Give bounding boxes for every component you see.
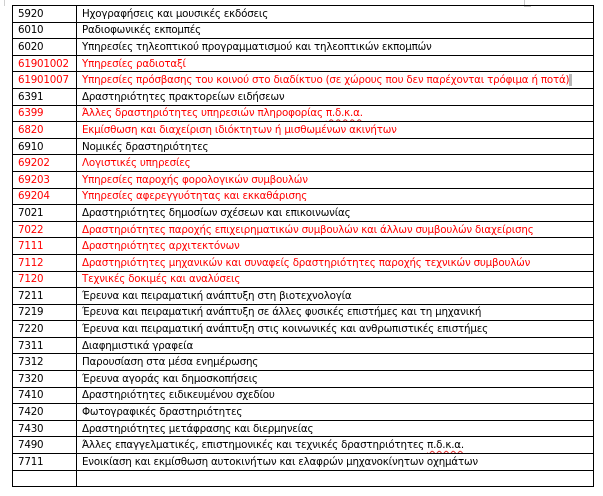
activity-description <box>77 271 594 288</box>
activity-code: 5920 <box>13 6 77 23</box>
description-text: Διαφημιστικά γραφεία <box>82 339 194 352</box>
description-text: Τεχνικές δοκιμές και αναλύσεις <box>82 273 241 286</box>
activity-code: 7112 <box>13 254 77 271</box>
activity-code: 69202 <box>13 155 77 172</box>
activity-description <box>77 321 594 338</box>
spellcheck-abbreviation: π.δ.κ.α. <box>325 107 363 120</box>
table-row <box>13 354 594 371</box>
description-text: Έρευνα αγοράς και δημοσκοπήσεις <box>82 372 258 385</box>
activity-description <box>77 122 594 139</box>
activity-code: 7490 <box>13 437 77 454</box>
table-row <box>13 404 594 421</box>
description-text: Νομικές δραστηριότητες <box>82 140 209 153</box>
activity-description <box>77 437 594 454</box>
table-row <box>13 72 594 89</box>
activity-description <box>77 288 594 305</box>
activity-code: 7311 <box>13 337 77 354</box>
description-text: Παρουσίαση στα μέσα ενημέρωσης <box>82 356 259 369</box>
activity-description <box>77 221 594 238</box>
activity-code: 6391 <box>13 88 77 105</box>
description-text: Υπηρεσίες ραδιοταξί <box>82 57 186 70</box>
table-row <box>13 387 594 404</box>
description-text: Δραστηριότητες ειδικευμένου σχεδίου <box>82 389 275 402</box>
activity-description <box>77 155 594 172</box>
description-text: Έρευνα και πειραματική ανάπτυξη στις κοινωνικές και ανθρωπιστικές επιστήμες <box>82 323 488 336</box>
table-row <box>13 420 594 437</box>
description-text: Ηχογραφήσεις και μουσικές εκδόσεις <box>82 7 269 20</box>
activity-description <box>77 72 594 89</box>
activity-description <box>77 404 594 421</box>
description-text: Δραστηριότητες δημοσίων σχέσεων και επικοινωνίας <box>82 206 351 219</box>
table-row <box>13 155 594 172</box>
activity-description <box>77 171 594 188</box>
table-row <box>13 271 594 288</box>
activity-code: 7021 <box>13 205 77 222</box>
table-row <box>13 88 594 105</box>
description-text: Φωτογραφικές δραστηριότητες <box>82 406 243 419</box>
table-row <box>13 238 594 255</box>
table-row <box>13 221 594 238</box>
activity-code: 7220 <box>13 321 77 338</box>
activity-description <box>77 254 594 271</box>
activity-description <box>77 354 594 371</box>
activity-code: 61901007 <box>13 72 77 89</box>
table-row <box>13 371 594 388</box>
table-row <box>13 337 594 354</box>
activity-description <box>77 138 594 155</box>
activity-code: 69203 <box>13 171 77 188</box>
description-text: Δραστηριότητες αρχιτεκτόνων <box>82 240 240 253</box>
description-text: Δραστηριότητες πρακτορείων ειδήσεων <box>82 90 285 103</box>
description-text: Έρευνα και πειραματική ανάπτυξη σε άλλες φυσικές επιστήμες και τη μηχανική <box>82 306 482 319</box>
activity-code: 7320 <box>13 371 77 388</box>
activity-code: 7211 <box>13 288 77 305</box>
table-row <box>13 22 594 39</box>
description-text: Υπηρεσίες παροχής φορολογικών συμβουλών <box>82 173 308 186</box>
table-row <box>13 454 594 471</box>
activity-description <box>77 39 594 56</box>
activity-codes-table <box>12 5 594 487</box>
activity-code: 7410 <box>13 387 77 404</box>
table-row-partial <box>13 470 594 487</box>
description-text: Ενοικίαση και εκμίσθωση αυτοκινήτων και ελαφρών μηχανοκίνητων οχημάτων <box>82 455 478 468</box>
table-row <box>13 304 594 321</box>
description-text: Εκμίσθωση και διαχείριση ιδιόκτητων ή μισθωμένων ακινήτων <box>82 123 397 136</box>
activity-description <box>77 188 594 205</box>
table-row <box>13 254 594 271</box>
table-row <box>13 437 594 454</box>
activity-description <box>77 55 594 72</box>
page-corner-mark <box>0 0 5 6</box>
table-row <box>13 105 594 122</box>
table-row <box>13 6 594 23</box>
table-row <box>13 171 594 188</box>
description-text: Υπηρεσίες αφερεγγυότητας και εκκαθάρισης <box>82 190 308 203</box>
activity-description <box>77 238 594 255</box>
activity-description <box>77 387 594 404</box>
activity-code: 6820 <box>13 122 77 139</box>
activity-description <box>77 304 594 321</box>
activity-description <box>77 88 594 105</box>
table-row <box>13 138 594 155</box>
text-cursor <box>569 74 572 86</box>
table-row <box>13 122 594 139</box>
activity-code: 6910 <box>13 138 77 155</box>
activity-code: 7420 <box>13 404 77 421</box>
activity-code <box>13 470 77 487</box>
description-text: Άλλες επαγγελματικές, επιστημονικές και τεχνικές δραστηριότητες <box>82 439 425 452</box>
description-text: Υπηρεσίες πρόσβασης του κοινού στο διαδίκτυο (σε χώρους που δεν παρέχονται τρόφιμα ή ποτά) <box>82 74 570 87</box>
activity-description <box>77 454 594 471</box>
table-row <box>13 188 594 205</box>
description-text: Άλλες δραστηριότητες υπηρεσιών πληροφορίας <box>82 107 323 120</box>
spellcheck-abbreviation: π.δ.κ.α. <box>427 439 464 452</box>
activity-description <box>77 337 594 354</box>
activity-description <box>77 420 594 437</box>
activity-description <box>77 6 594 23</box>
table-row <box>13 55 594 72</box>
activity-description <box>77 105 594 122</box>
table-row <box>13 321 594 338</box>
activity-code: 7312 <box>13 354 77 371</box>
description-text: Δραστηριότητες μηχανικών και συναφείς δραστηριότητες παροχής τεχνικών συμβουλών <box>82 256 531 269</box>
activity-code: 69204 <box>13 188 77 205</box>
activity-code: 7022 <box>13 221 77 238</box>
activity-code: 7120 <box>13 271 77 288</box>
activity-code: 6399 <box>13 105 77 122</box>
activity-code: 61901002 <box>13 55 77 72</box>
activity-code: 7711 <box>13 454 77 471</box>
activity-code: 6010 <box>13 22 77 39</box>
activity-code: 7219 <box>13 304 77 321</box>
description-text: Ραδιοφωνικές εκπομπές <box>82 24 201 37</box>
table-row <box>13 39 594 56</box>
description-text: Υπηρεσίες τηλεοπτικού προγραμματισμού και τηλεοπτικών εκπομπών <box>82 40 432 53</box>
activity-code: 6020 <box>13 39 77 56</box>
activity-code: 7430 <box>13 420 77 437</box>
activity-description <box>77 22 594 39</box>
activity-description <box>77 371 594 388</box>
activity-description <box>77 470 594 487</box>
description-text: Έρευνα και πειραματική ανάπτυξη στη βιοτεχνολογία <box>82 289 352 302</box>
activity-description <box>77 205 594 222</box>
table-row <box>13 288 594 305</box>
description-text: Δραστηριότητες μετάφρασης και διερμηνείας <box>82 422 314 435</box>
table-row <box>13 205 594 222</box>
description-text: Δραστηριότητες παροχής επιχειρηματικών συμβουλών και άλλων συμβουλών διαχείρισης <box>82 223 534 236</box>
description-text: Λογιστικές υπηρεσίες <box>82 157 191 170</box>
activity-code: 7111 <box>13 238 77 255</box>
